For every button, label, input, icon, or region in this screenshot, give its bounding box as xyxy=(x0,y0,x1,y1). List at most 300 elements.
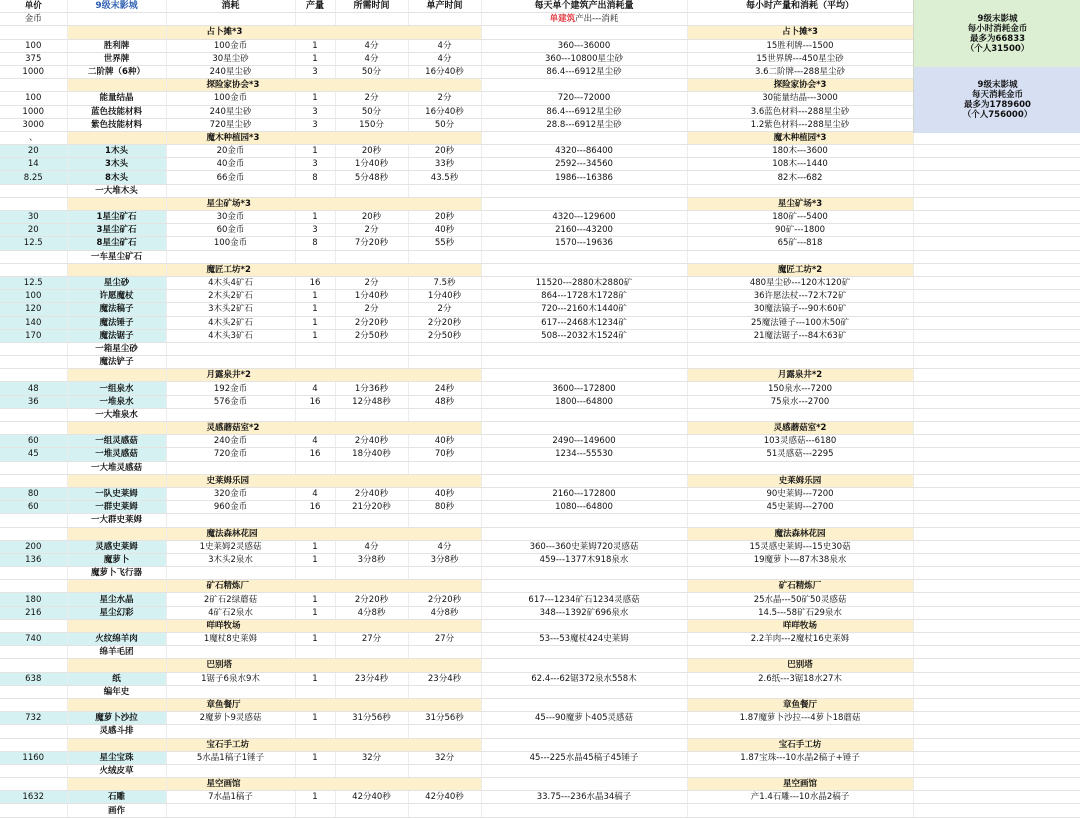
unit-time-cell[interactable]: 32分 xyxy=(408,751,481,764)
unit-time-cell[interactable] xyxy=(408,408,481,421)
yield-cell[interactable]: 4 xyxy=(295,382,335,395)
yield-cell[interactable] xyxy=(295,184,335,197)
item-cell[interactable] xyxy=(67,778,166,791)
cost-cell[interactable]: 240星尘砂 xyxy=(166,105,295,118)
hourly-cell[interactable]: 30魔法镐子---90木60矿 xyxy=(687,303,913,316)
item-cell[interactable]: 魔法锤子 xyxy=(67,316,166,329)
unit-time-cell[interactable] xyxy=(408,184,481,197)
time-cell[interactable]: 42分40秒 xyxy=(335,791,408,804)
cost-cell[interactable]: 576金币 xyxy=(166,395,295,408)
time-cell[interactable]: 31分56秒 xyxy=(335,712,408,725)
unit-time-cell[interactable]: 7.5秒 xyxy=(408,276,481,289)
hourly-cell[interactable] xyxy=(687,685,913,698)
daily-cell[interactable] xyxy=(481,197,687,210)
daily-cell[interactable]: 360---36000 xyxy=(481,39,687,52)
unit-time-cell[interactable] xyxy=(408,725,481,738)
price-cell[interactable] xyxy=(0,804,67,817)
yield-cell[interactable]: 1 xyxy=(295,329,335,342)
yield-cell[interactable]: 3 xyxy=(295,224,335,237)
item-cell[interactable]: 魔法锯子 xyxy=(67,329,166,342)
cost-cell[interactable] xyxy=(166,567,295,580)
yield-cell[interactable] xyxy=(295,646,335,659)
section-title[interactable]: 月露泉井*2 xyxy=(166,369,481,382)
hourly-cell[interactable]: 180矿---5400 xyxy=(687,211,913,224)
yield-cell[interactable]: 1 xyxy=(295,712,335,725)
yield-cell[interactable]: 1 xyxy=(295,791,335,804)
hourly-cell[interactable]: 2.6纸---3锯18水27木 xyxy=(687,672,913,685)
hourly-cell[interactable]: 90矿---1800 xyxy=(687,224,913,237)
daily-cell[interactable] xyxy=(481,342,687,355)
item-cell[interactable] xyxy=(67,79,166,92)
item-cell[interactable]: 一堆灵感菇 xyxy=(67,448,166,461)
price-cell[interactable]: 1160 xyxy=(0,751,67,764)
item-cell[interactable] xyxy=(67,197,166,210)
item-cell[interactable]: 魔法稿子 xyxy=(67,303,166,316)
price-cell[interactable] xyxy=(0,738,67,751)
hourly-cell[interactable] xyxy=(687,184,913,197)
unit-time-cell[interactable]: 40秒 xyxy=(408,487,481,500)
unit-time-cell[interactable]: 4分8秒 xyxy=(408,606,481,619)
yield-cell[interactable]: 1 xyxy=(295,606,335,619)
time-cell[interactable]: 50分 xyxy=(335,65,408,78)
daily-cell[interactable] xyxy=(481,369,687,382)
unit-time-cell[interactable] xyxy=(408,250,481,263)
yield-cell[interactable] xyxy=(295,725,335,738)
yield-cell[interactable]: 3 xyxy=(295,118,335,131)
daily-cell[interactable]: 360---10800星尘砂 xyxy=(481,52,687,65)
item-cell[interactable]: 许愿魔杖 xyxy=(67,290,166,303)
cost-cell[interactable]: 1锯子6泉水9木 xyxy=(166,672,295,685)
daily-cell[interactable] xyxy=(481,580,687,593)
yield-cell[interactable]: 1 xyxy=(295,92,335,105)
unit-time-cell[interactable] xyxy=(408,685,481,698)
price-cell[interactable] xyxy=(0,778,67,791)
price-cell[interactable] xyxy=(0,184,67,197)
daily-cell[interactable] xyxy=(481,659,687,672)
item-cell[interactable]: 一大群史莱姆 xyxy=(67,514,166,527)
item-cell[interactable] xyxy=(67,527,166,540)
price-cell[interactable]: 1000 xyxy=(0,105,67,118)
item-cell[interactable]: 一大堆木头 xyxy=(67,184,166,197)
section-title[interactable]: 章鱼餐厅 xyxy=(166,698,481,711)
price-cell[interactable]: 170 xyxy=(0,329,67,342)
item-cell[interactable]: 胜利牌 xyxy=(67,39,166,52)
time-cell[interactable]: 1分36秒 xyxy=(335,382,408,395)
price-cell[interactable] xyxy=(0,646,67,659)
hourly-cell[interactable] xyxy=(687,764,913,777)
item-cell[interactable]: 一组灵感菇 xyxy=(67,435,166,448)
yield-cell[interactable]: 1 xyxy=(295,211,335,224)
price-cell[interactable] xyxy=(0,659,67,672)
time-cell[interactable]: 2分 xyxy=(335,303,408,316)
yield-cell[interactable]: 1 xyxy=(295,52,335,65)
item-cell[interactable]: 1木头 xyxy=(67,145,166,158)
unit-time-cell[interactable]: 70秒 xyxy=(408,448,481,461)
header-item[interactable]: 9级末影城 xyxy=(67,0,166,13)
unit-time-cell[interactable]: 4分 xyxy=(408,52,481,65)
unit-time-cell[interactable] xyxy=(408,646,481,659)
daily-cell[interactable]: 459---1377木918泉水 xyxy=(481,553,687,566)
price-cell[interactable] xyxy=(0,26,67,39)
daily-cell[interactable]: 2490---149600 xyxy=(481,435,687,448)
hourly-cell[interactable]: 103灵感菇---6180 xyxy=(687,435,913,448)
time-cell[interactable]: 2分 xyxy=(335,92,408,105)
item-cell[interactable]: 星尘幻彩 xyxy=(67,606,166,619)
yield-cell[interactable]: 16 xyxy=(295,448,335,461)
daily-cell[interactable] xyxy=(481,685,687,698)
time-cell[interactable]: 18分40秒 xyxy=(335,448,408,461)
item-cell[interactable]: 一车星尘矿石 xyxy=(67,250,166,263)
time-cell[interactable]: 2分20秒 xyxy=(335,316,408,329)
price-cell[interactable] xyxy=(0,342,67,355)
yield-cell[interactable] xyxy=(295,685,335,698)
time-cell[interactable]: 2分50秒 xyxy=(335,329,408,342)
yield-cell[interactable]: 3 xyxy=(295,105,335,118)
cost-cell[interactable] xyxy=(166,646,295,659)
daily-cell[interactable]: 1080---64800 xyxy=(481,501,687,514)
yield-cell[interactable] xyxy=(295,567,335,580)
price-cell[interactable] xyxy=(0,263,67,276)
section-title-hourly[interactable]: 宝石手工坊 xyxy=(687,738,913,751)
daily-cell[interactable]: 1234---55530 xyxy=(481,448,687,461)
item-cell[interactable]: 一组泉水 xyxy=(67,382,166,395)
hourly-cell[interactable]: 15世界牌---450星尘砂 xyxy=(687,52,913,65)
hourly-cell[interactable] xyxy=(687,356,913,369)
cost-cell[interactable]: 3木头2矿石 xyxy=(166,303,295,316)
time-cell[interactable] xyxy=(335,646,408,659)
item-cell[interactable]: 一队史莱姆 xyxy=(67,487,166,500)
daily-cell[interactable]: 4320---86400 xyxy=(481,145,687,158)
yield-cell[interactable] xyxy=(295,408,335,421)
price-cell[interactable] xyxy=(0,250,67,263)
section-title[interactable]: 占卜摊*3 xyxy=(166,26,481,39)
unit-time-cell[interactable]: 40秒 xyxy=(408,224,481,237)
hourly-cell[interactable]: 产1.4石雕---10水晶2稿子 xyxy=(687,791,913,804)
price-cell[interactable] xyxy=(0,422,67,435)
unit-time-cell[interactable]: 3分8秒 xyxy=(408,553,481,566)
cost-cell[interactable]: 240金币 xyxy=(166,435,295,448)
item-cell[interactable]: 8星尘矿石 xyxy=(67,237,166,250)
time-cell[interactable]: 12分48秒 xyxy=(335,395,408,408)
unit-time-cell[interactable]: 2分20秒 xyxy=(408,593,481,606)
cost-cell[interactable] xyxy=(166,342,295,355)
yield-cell[interactable]: 3 xyxy=(295,158,335,171)
time-cell[interactable]: 4分 xyxy=(335,52,408,65)
daily-cell[interactable]: 3600---172800 xyxy=(481,382,687,395)
time-cell[interactable]: 32分 xyxy=(335,751,408,764)
daily-cell[interactable] xyxy=(481,26,687,39)
time-cell[interactable]: 21分20秒 xyxy=(335,501,408,514)
section-title[interactable]: 星空画馆 xyxy=(166,778,481,791)
section-title-hourly[interactable]: 魔匠工坊*2 xyxy=(687,263,913,276)
section-title[interactable]: 魔法森林花园 xyxy=(166,527,481,540)
unit-time-cell[interactable] xyxy=(408,764,481,777)
cost-cell[interactable]: 192金币 xyxy=(166,382,295,395)
time-cell[interactable] xyxy=(335,342,408,355)
header-daily[interactable]: 每天单个建筑产出消耗量 xyxy=(481,0,687,13)
cost-cell[interactable]: 100金币 xyxy=(166,92,295,105)
cost-cell[interactable]: 720金币 xyxy=(166,448,295,461)
unit-time-cell[interactable]: 2分20秒 xyxy=(408,316,481,329)
unit-time-cell[interactable]: 23分4秒 xyxy=(408,672,481,685)
price-cell[interactable]: 375 xyxy=(0,52,67,65)
section-title[interactable]: 魔木种植园*3 xyxy=(166,131,481,144)
price-cell[interactable] xyxy=(0,725,67,738)
section-title-hourly[interactable]: 星空画馆 xyxy=(687,778,913,791)
price-cell[interactable]: 100 xyxy=(0,290,67,303)
time-cell[interactable] xyxy=(335,461,408,474)
hourly-cell[interactable] xyxy=(687,342,913,355)
section-title-hourly[interactable]: 章鱼餐厅 xyxy=(687,698,913,711)
cost-cell[interactable]: 240星尘砂 xyxy=(166,65,295,78)
time-cell[interactable]: 4分8秒 xyxy=(335,606,408,619)
price-cell[interactable]: 1000 xyxy=(0,65,67,78)
price-cell[interactable] xyxy=(0,685,67,698)
item-cell[interactable]: 石雕 xyxy=(67,791,166,804)
cost-cell[interactable]: 100金币 xyxy=(166,237,295,250)
section-title[interactable]: 灵感蘑菇室*2 xyxy=(166,422,481,435)
item-cell[interactable]: 魔萝卜沙拉 xyxy=(67,712,166,725)
daily-cell[interactable]: 1570---19636 xyxy=(481,237,687,250)
item-cell[interactable]: 星尘砂 xyxy=(67,276,166,289)
item-cell[interactable]: 魔萝卜 xyxy=(67,553,166,566)
price-cell[interactable]: 216 xyxy=(0,606,67,619)
item-cell[interactable]: 火绒皮草 xyxy=(67,764,166,777)
daily-cell[interactable]: 2592---34560 xyxy=(481,158,687,171)
daily-cell[interactable] xyxy=(481,422,687,435)
daily-cell[interactable] xyxy=(481,764,687,777)
hourly-cell[interactable]: 75泉水---2700 xyxy=(687,395,913,408)
price-cell[interactable]: 120 xyxy=(0,303,67,316)
hourly-cell[interactable]: 36许愿法杖---72木72矿 xyxy=(687,290,913,303)
item-cell[interactable]: 二阶牌（6种） xyxy=(67,65,166,78)
daily-cell[interactable] xyxy=(481,356,687,369)
unit-time-cell[interactable] xyxy=(408,356,481,369)
item-cell[interactable]: 世界牌 xyxy=(67,52,166,65)
cost-cell[interactable]: 30星尘砂 xyxy=(166,52,295,65)
section-title[interactable]: 探险家协会*3 xyxy=(166,79,481,92)
cost-cell[interactable] xyxy=(166,461,295,474)
time-cell[interactable] xyxy=(335,685,408,698)
header-cost[interactable]: 消耗 xyxy=(166,0,295,13)
unit-time-cell[interactable]: 42分40秒 xyxy=(408,791,481,804)
time-cell[interactable]: 150分 xyxy=(335,118,408,131)
time-cell[interactable]: 23分4秒 xyxy=(335,672,408,685)
daily-cell[interactable]: 617---1234矿石1234灵感菇 xyxy=(481,593,687,606)
item-cell[interactable]: 画作 xyxy=(67,804,166,817)
price-cell[interactable] xyxy=(0,408,67,421)
unit-time-cell[interactable]: 24秒 xyxy=(408,382,481,395)
price-cell[interactable] xyxy=(0,764,67,777)
price-cell[interactable] xyxy=(0,619,67,632)
daily-cell[interactable] xyxy=(481,778,687,791)
daily-cell[interactable] xyxy=(481,514,687,527)
hourly-cell[interactable]: 19魔萝卜---87木38泉水 xyxy=(687,553,913,566)
item-cell[interactable]: 绵羊毛团 xyxy=(67,646,166,659)
price-cell[interactable]: 1632 xyxy=(0,791,67,804)
time-cell[interactable]: 4分 xyxy=(335,39,408,52)
item-cell[interactable]: 灵感斗排 xyxy=(67,725,166,738)
section-title[interactable]: 星尘矿场*3 xyxy=(166,197,481,210)
yield-cell[interactable] xyxy=(295,764,335,777)
unit-time-cell[interactable]: 16分40秒 xyxy=(408,65,481,78)
price-cell[interactable]: 48 xyxy=(0,382,67,395)
daily-cell[interactable] xyxy=(481,184,687,197)
daily-cell[interactable] xyxy=(481,79,687,92)
daily-cell[interactable]: 28.8---6912星尘砂 xyxy=(481,118,687,131)
cost-cell[interactable] xyxy=(166,764,295,777)
yield-cell[interactable]: 8 xyxy=(295,171,335,184)
cost-cell[interactable]: 4木头3矿石 xyxy=(166,329,295,342)
yield-cell[interactable]: 16 xyxy=(295,395,335,408)
price-cell[interactable]: 20 xyxy=(0,224,67,237)
price-cell[interactable]: 45 xyxy=(0,448,67,461)
price-cell[interactable] xyxy=(0,567,67,580)
time-cell[interactable]: 2分20秒 xyxy=(335,593,408,606)
cost-cell[interactable] xyxy=(166,725,295,738)
hourly-cell[interactable]: 150泉水---7200 xyxy=(687,382,913,395)
section-title-hourly[interactable]: 月露泉井*2 xyxy=(687,369,913,382)
item-cell[interactable] xyxy=(67,698,166,711)
daily-cell[interactable]: 720---72000 xyxy=(481,92,687,105)
section-title[interactable]: 巴别塔 xyxy=(166,659,481,672)
time-cell[interactable] xyxy=(335,804,408,817)
time-cell[interactable] xyxy=(335,725,408,738)
hourly-cell[interactable]: 1.87宝珠---10水晶2稿子+锤子 xyxy=(687,751,913,764)
cost-cell[interactable]: 66金币 xyxy=(166,171,295,184)
hourly-cell[interactable]: 480星尘砂---120木120矿 xyxy=(687,276,913,289)
cost-cell[interactable]: 2矿石2绿蘑菇 xyxy=(166,593,295,606)
cost-cell[interactable]: 960金币 xyxy=(166,501,295,514)
price-cell[interactable]: 180 xyxy=(0,593,67,606)
daily-cell[interactable]: 1800---64800 xyxy=(481,395,687,408)
hourly-cell[interactable] xyxy=(687,567,913,580)
unit-time-cell[interactable]: 50分 xyxy=(408,118,481,131)
hourly-cell[interactable]: 21魔法锯子---84木63矿 xyxy=(687,329,913,342)
price-cell[interactable]: 140 xyxy=(0,316,67,329)
item-cell[interactable] xyxy=(67,26,166,39)
daily-cell[interactable] xyxy=(481,738,687,751)
time-cell[interactable]: 27分 xyxy=(335,633,408,646)
hourly-cell[interactable]: 14.5---58矿石29泉水 xyxy=(687,606,913,619)
daily-cell[interactable]: 86.4---6912星尘砂 xyxy=(481,65,687,78)
section-title-hourly[interactable]: 巴别塔 xyxy=(687,659,913,672)
time-cell[interactable] xyxy=(335,356,408,369)
item-cell[interactable]: 1星尘矿石 xyxy=(67,211,166,224)
time-cell[interactable]: 1分40秒 xyxy=(335,158,408,171)
yield-cell[interactable] xyxy=(295,250,335,263)
cost-cell[interactable]: 4矿石2泉水 xyxy=(166,606,295,619)
item-cell[interactable]: 一箱星尘砂 xyxy=(67,342,166,355)
yield-cell[interactable] xyxy=(295,356,335,369)
section-title-hourly[interactable]: 史莱姆乐园 xyxy=(687,474,913,487)
unit-time-cell[interactable]: 48秒 xyxy=(408,395,481,408)
yield-cell[interactable]: 3 xyxy=(295,65,335,78)
hourly-cell[interactable] xyxy=(687,461,913,474)
hourly-cell[interactable]: 65矿---818 xyxy=(687,237,913,250)
time-cell[interactable] xyxy=(335,408,408,421)
item-cell[interactable]: 火纹绵羊肉 xyxy=(67,633,166,646)
daily-cell[interactable]: 1986---16386 xyxy=(481,171,687,184)
time-cell[interactable]: 2分 xyxy=(335,224,408,237)
unit-time-cell[interactable] xyxy=(408,342,481,355)
daily-cell[interactable]: 33.75---236水晶34稿子 xyxy=(481,791,687,804)
daily-cell[interactable]: 86.4---6912星尘砂 xyxy=(481,105,687,118)
yield-cell[interactable] xyxy=(295,804,335,817)
yield-cell[interactable]: 1 xyxy=(295,39,335,52)
time-cell[interactable]: 1分40秒 xyxy=(335,290,408,303)
section-title-hourly[interactable]: 魔木种植园*3 xyxy=(687,131,913,144)
unit-time-cell[interactable]: 55秒 xyxy=(408,237,481,250)
time-cell[interactable]: 7分20秒 xyxy=(335,237,408,250)
unit-time-cell[interactable]: 40秒 xyxy=(408,435,481,448)
cost-cell[interactable]: 4木头4矿石 xyxy=(166,276,295,289)
unit-time-cell[interactable]: 2分 xyxy=(408,92,481,105)
daily-cell[interactable]: 62.4---62锯372泉水558木 xyxy=(481,672,687,685)
daily-cell[interactable]: 2160---43200 xyxy=(481,224,687,237)
cost-cell[interactable]: 1史莱姆2灵感菇 xyxy=(166,540,295,553)
daily-cell[interactable] xyxy=(481,131,687,144)
yield-cell[interactable]: 16 xyxy=(295,276,335,289)
hourly-cell[interactable]: 25魔法锤子---100木50矿 xyxy=(687,316,913,329)
time-cell[interactable] xyxy=(335,764,408,777)
hourly-cell[interactable]: 1.2紫色材料---288星尘砂 xyxy=(687,118,913,131)
time-cell[interactable] xyxy=(335,567,408,580)
cost-cell[interactable]: 20金币 xyxy=(166,145,295,158)
yield-cell[interactable] xyxy=(295,514,335,527)
section-title[interactable]: 矿石精炼厂 xyxy=(166,580,481,593)
daily-cell[interactable] xyxy=(481,474,687,487)
item-cell[interactable] xyxy=(67,659,166,672)
unit-time-cell[interactable]: 2分50秒 xyxy=(408,329,481,342)
hourly-cell[interactable]: 82木---682 xyxy=(687,171,913,184)
unit-time-cell[interactable]: 43.5秒 xyxy=(408,171,481,184)
unit-time-cell[interactable]: 33秒 xyxy=(408,158,481,171)
daily-cell[interactable]: 53---53魔杖424史莱姆 xyxy=(481,633,687,646)
yield-cell[interactable]: 1 xyxy=(295,145,335,158)
section-title-hourly[interactable]: 咩咩牧场 xyxy=(687,619,913,632)
item-cell[interactable] xyxy=(67,580,166,593)
yield-cell[interactable]: 1 xyxy=(295,540,335,553)
yield-cell[interactable]: 4 xyxy=(295,487,335,500)
hourly-cell[interactable] xyxy=(687,408,913,421)
header-yield[interactable]: 产量 xyxy=(295,0,335,13)
unit-time-cell[interactable]: 2分 xyxy=(408,303,481,316)
item-cell[interactable] xyxy=(67,369,166,382)
cost-cell[interactable]: 100金币 xyxy=(166,39,295,52)
cost-cell[interactable]: 4木头2矿石 xyxy=(166,316,295,329)
item-cell[interactable] xyxy=(67,474,166,487)
item-cell[interactable] xyxy=(67,422,166,435)
price-cell[interactable] xyxy=(0,369,67,382)
section-title-hourly[interactable]: 灵感蘑菇室*2 xyxy=(687,422,913,435)
currency-label[interactable]: 金币 xyxy=(0,13,67,26)
time-cell[interactable]: 20秒 xyxy=(335,145,408,158)
daily-subheader[interactable] xyxy=(481,13,687,26)
cost-cell[interactable]: 720星尘砂 xyxy=(166,118,295,131)
item-cell[interactable]: 编年史 xyxy=(67,685,166,698)
price-cell[interactable]: 30 xyxy=(0,211,67,224)
hourly-cell[interactable]: 1.87魔萝卜沙拉---4萝卜18蘑菇 xyxy=(687,712,913,725)
yield-cell[interactable]: 1 xyxy=(295,751,335,764)
hourly-cell[interactable]: 15胜利牌---1500 xyxy=(687,39,913,52)
daily-cell[interactable]: 45---225水晶45稿子45锤子 xyxy=(481,751,687,764)
hourly-cell[interactable] xyxy=(687,514,913,527)
time-cell[interactable]: 2分40秒 xyxy=(335,487,408,500)
unit-time-cell[interactable]: 31分56秒 xyxy=(408,712,481,725)
price-cell[interactable] xyxy=(0,698,67,711)
section-title[interactable]: 咩咩牧场 xyxy=(166,619,481,632)
